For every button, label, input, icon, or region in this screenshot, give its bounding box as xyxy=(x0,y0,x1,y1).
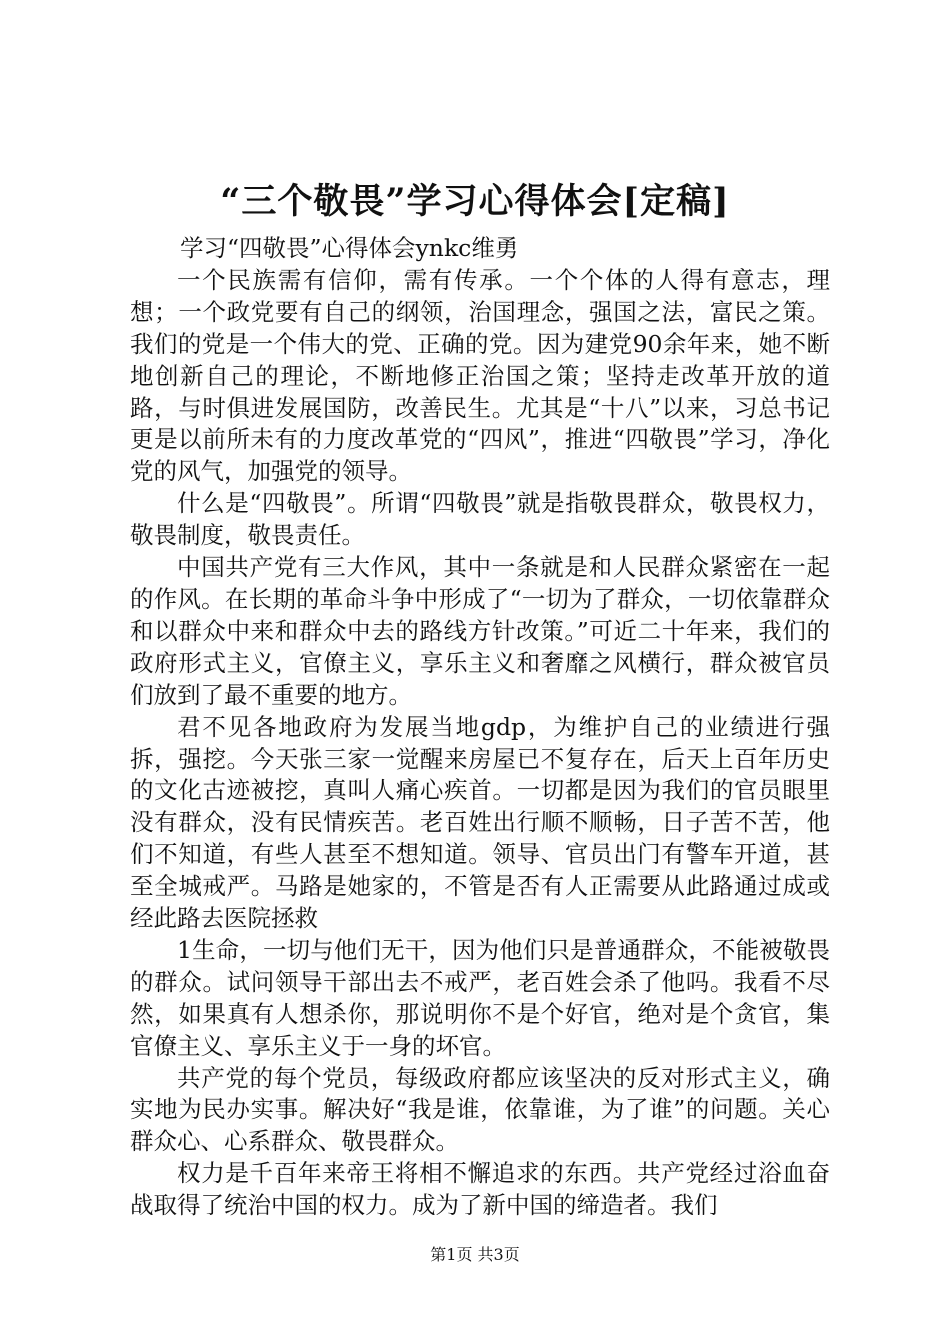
paragraph-3: 中国共产党有三大作风，其中一条就是和人民群众紧密在一起的作风。在长期的革命斗争中形成了“一切为了群众，一切依靠群众和以群众中来和群众中去的路线方针改策。”可近二十年来，我们的政府形式主义，官僚主义，享乐主义和奢靡之风横行，群众被官员们放到了最不重要的地方。 xyxy=(130,553,830,709)
paragraph-2: 什么是“四敬畏”。所谓“四敬畏”就是指敬畏群众，敬畏权力，敬畏制度，敬畏责任。 xyxy=(130,489,830,550)
page-number-footer: 第1页 共3页 xyxy=(430,1245,520,1264)
document-title: “三个敬畏”学习心得体会[定稿] xyxy=(220,181,730,222)
paragraph-5: 1生命，一切与他们无干，因为他们只是普通群众，不能被敬畏的群众。试问领导干部出去不戒严，老百姓会杀了他吗。我看不尽然，如果真有人想杀你，那说明你不是个好官，绝对是个贪官，集官僚主义、享乐主义于一身的坏官。 xyxy=(130,935,830,1060)
document-subtitle: 学习“四敬畏”心得体会ynkc维勇 xyxy=(180,234,519,262)
paragraph-7: 权力是千百年来帝王将相不懈追求的东西。共产党经过浴血奋战取得了统治中国的权力。成为了新中国的缔造者。我们 xyxy=(130,1159,830,1220)
paragraph-1: 一个民族需有信仰，需有传承。一个个体的人得有意志，理想；一个政党要有自己的纲领，治国理念，强国之法，富民之策。我们的党是一个伟大的党、正确的党。因为建党90余年来，她不断地创新自己的理论，不断地修正治国之策；坚持走改革开放的道路，与时俱进发展国防，改善民生。尤其是“十八”以来，习总书记更是以前所未有的力度改革党的“四风”，推进“四敬畏”学习，净化党的风气，加强党的领导。 xyxy=(130,265,830,486)
paragraph-6: 共产党的每个党员，每级政府都应该坚决的反对形式主义，确实地为民办实事。解决好“我是谁，依靠谁，为了谁”的问题。关心群众心、心系群众、敬畏群众。 xyxy=(130,1063,830,1156)
paragraph-4: 君不见各地政府为发展当地gdp，为维护自己的业绩进行强拆，强挖。今天张三家一觉醒来房屋已不复存在，后天上百年历史的文化古迹被挖，真叫人痛心疾首。一切都是因为我们的官员眼里没有群众，没有民情疾苦。老百姓出行顺不顺畅，日子苦不苦，他们不知道，有些人甚至不想知道。领导、官员出门有警车开道，甚至全城戒严。马路是她家的，不管是否有人正需要从此路通过成或经此路去医院拯救 xyxy=(130,712,830,933)
document-body xyxy=(130,233,830,1222)
